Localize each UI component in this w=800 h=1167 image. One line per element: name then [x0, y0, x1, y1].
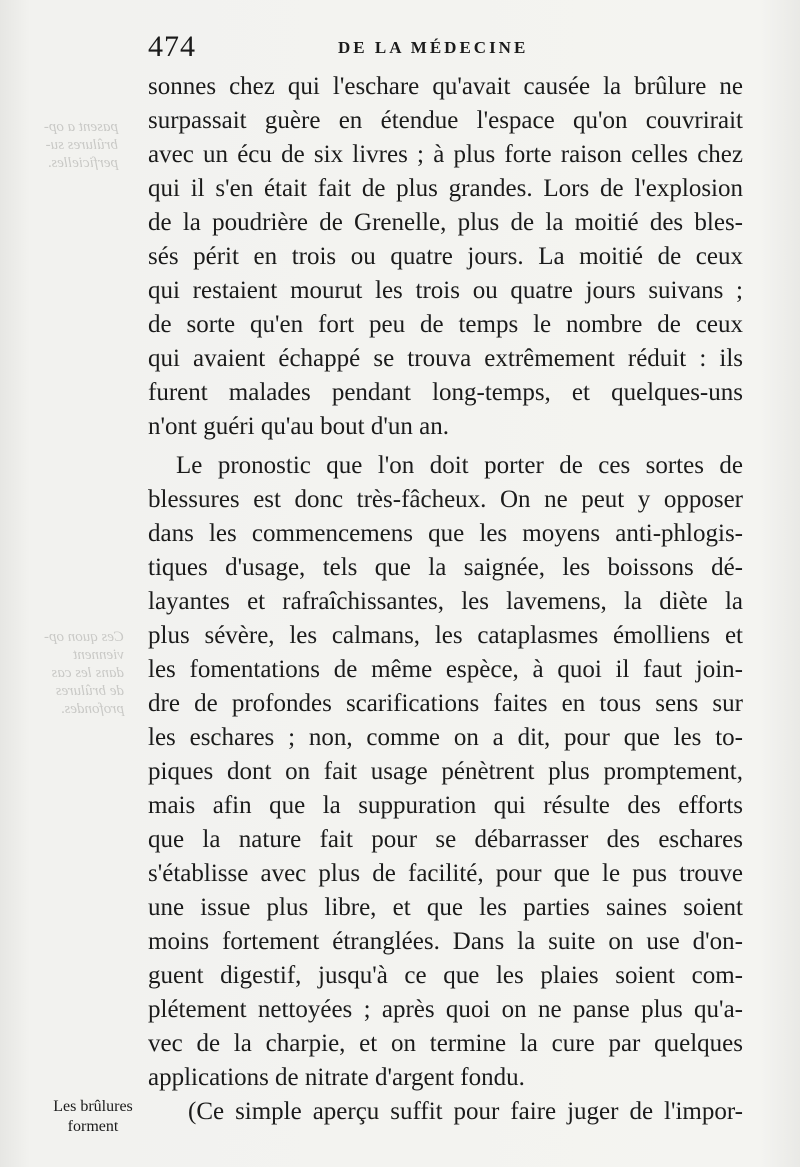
- text-line: applications de nitrate d'argent fondu.: [148, 1064, 525, 1091]
- margin-note: [38, 1097, 148, 1137]
- text-line: sés périt en trois ou quatre jours. La moitié de ceux: [148, 243, 743, 270]
- text-line: guent digestif, jusqu'à ce que les plaies soient com-: [148, 962, 743, 989]
- text-line: piques dont on fait usage pénètrent plus promptement,: [148, 758, 743, 785]
- text-line: qui avaient échappé se trouva extrêmement réduit : ils: [148, 345, 743, 372]
- text-line: Le pronostic que l'on doit porter de ces sortes de: [176, 452, 743, 479]
- text-line: (Ce simple aperçu suffit pour faire juger de l'impor-: [188, 1098, 743, 1125]
- text-line: avec un écu de six livres ; à plus forte raison celles chez: [148, 141, 743, 168]
- text-line: blessures est donc très-fâcheux. On ne peut y opposer: [148, 486, 743, 513]
- text-line: furent malades pendant long-temps, et quelques-uns: [148, 379, 743, 406]
- text-line: moins fortement étranglées. Dans la suite on use d'on-: [148, 928, 743, 955]
- text-line: surpassait guère en étendue l'espace qu'on couvrirait: [148, 107, 743, 134]
- text-line: dre de profondes scarifications faites en tous sens sur: [148, 690, 743, 717]
- text-line: plétement nettoyées ; après quoi on ne panse plus qu'a-: [148, 996, 743, 1023]
- running-head: DE LA MÉDECINE: [338, 38, 529, 57]
- text-line: sonnes chez qui l'eschare qu'avait causée la brûlure ne: [148, 73, 743, 100]
- bleed-through-text: Ces quon op- viennent dans les cas de brûlures profondes.: [44, 629, 124, 717]
- text-line: n'ont guéri qu'au bout d'un an.: [148, 413, 449, 440]
- text-line: de la poudrière de Grenelle, plus de la moitié des bles-: [148, 209, 743, 236]
- text-line: que la nature fait pour se débarrasser des eschares: [148, 826, 743, 853]
- text-line: mais afin que la suppuration qui résulte des efforts: [148, 792, 743, 819]
- text-line: tiques d'usage, tels que la saignée, les boissons dé-: [148, 554, 743, 581]
- text-line: plus sévère, les calmans, les cataplasmes émolliens et: [148, 622, 743, 649]
- text-line: qui il s'en était fait de plus grandes. Lors de l'explosion: [148, 175, 743, 202]
- bleed-through-text: pasent a op- brûlures su- perficielles.: [43, 119, 118, 171]
- page-header: [148, 30, 748, 66]
- text-line: layantes et rafraîchissantes, les lavemens, la diète la: [148, 588, 743, 615]
- text-line: de sorte qu'en fort peu de temps le nombre de ceux: [148, 311, 743, 338]
- text-line: s'établisse avec plus de facilité, pour que le pus trouve: [148, 860, 743, 887]
- page-number: 474: [148, 30, 196, 63]
- text-line: dans les commencemens que les moyens anti-phlogis-: [148, 520, 743, 547]
- text-line: les fomentations de même espèce, à quoi il faut join-: [148, 656, 743, 683]
- text-line: une issue plus libre, et que les parties saines soient: [148, 894, 743, 921]
- text-line: qui restaient mourut les trois ou quatre jours suivans ;: [148, 277, 743, 304]
- margin-note-line: Les brûlures: [53, 1098, 133, 1115]
- text-line: vec de la charpie, et on termine la cure par quelques: [148, 1030, 743, 1057]
- margin-note-line: forment: [67, 1118, 119, 1135]
- text-line: les eschares ; non, comme on a dit, pour que les to-: [148, 724, 743, 751]
